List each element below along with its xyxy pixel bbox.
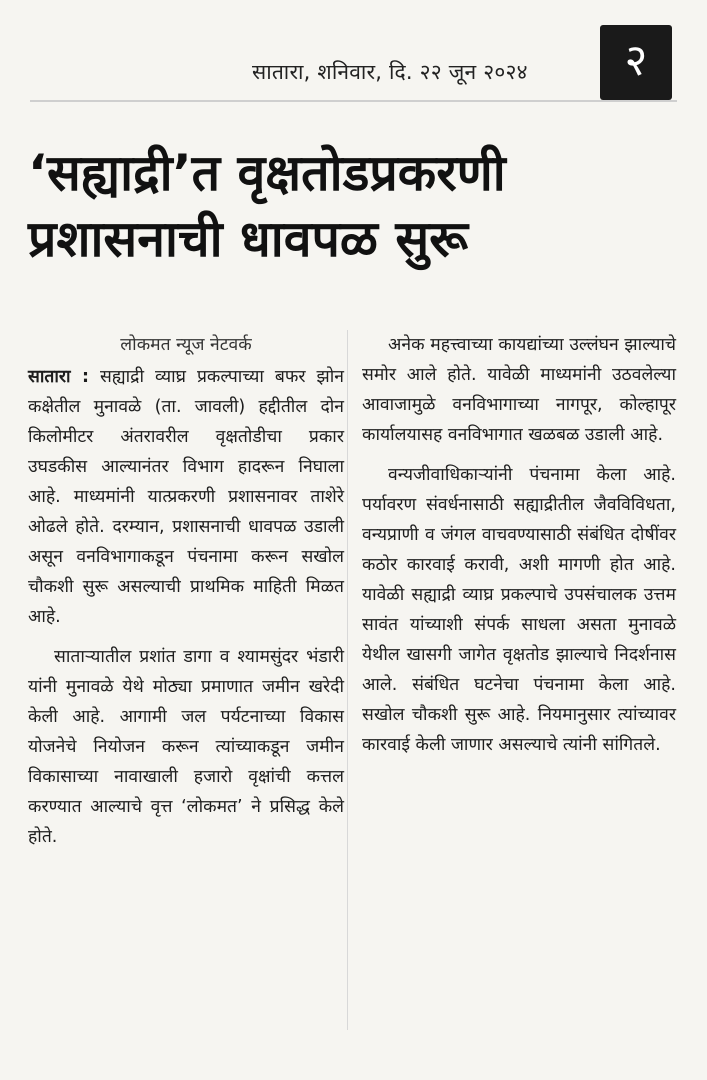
dateline: सातारा, शनिवार, दि. २२ जून २०२४ [252, 60, 528, 84]
column-divider [347, 330, 348, 1030]
paragraph-2: साताऱ्यातील प्रशांत डागा व श्यामसुंदर भंडारी यांनी मुनावळे येथे मोठ्या प्रमाणात जमीन खरेदी केली आहे. आगामी जल पर्यटनाच्या विकास योजनेचे नियोजन करून त्यांच्याकडून जमीन विकासाच्या नावाखाली हजारो वृक्षांची कत्तल करण्यात आल्याचे वृत्त ‘लोकमत’ ने प्रसिद्ध केले होते. [28, 647, 344, 847]
paragraph-3: अनेक महत्त्वाच्या कायद्यांच्या उल्लंघन झाल्याचे समोर आले होते. यावेळी माध्यमांनी उठवलेल्या आवाजामुळे वनविभागाच्या नागपूर, कोल्हापूर कार्यालयासह वनविभागात खळबळ उडाली आहे. [362, 335, 676, 445]
paragraph-4: वन्यजीवाधिकाऱ्यांनी पंचनामा केला आहे. पर्यावरण संवर्धनासाठी सह्याद्रीतील जैवविविधता, वन्यप्राणी व जंगल वाचवण्यासाठी संबंधित दोषींवर कठोर कारवाई करावी, अशी मागणी होत आहे. यावेळी सह्याद्री व्याघ्र प्रकल्पाचे उपसंचालक उत्तम सावंत यांच्याशी संपर्क साधला असता मुनावळे येथील खासगी जागेत वृक्षतोड झाल्याचे निदर्शनास आले. संबंधित घटनेचा पंचनामा केला आहे. सखोल चौकशी सुरू आहे. नियमानुसार त्यांच्यावर कारवाई केली जाणार असल्याचे त्यांनी सांगितले. [362, 465, 676, 755]
article-column-right [362, 330, 676, 770]
headline-line-2: प्रशासनाची धावपळ सुरू [28, 210, 468, 268]
article-column-left [28, 330, 344, 862]
headline-line-1: ‘सह्याद्री’त वृक्षतोडप्रकरणी [28, 144, 506, 202]
page-number-box: २ [600, 25, 672, 100]
paragraph-1 [28, 362, 344, 632]
byline: लोकमत न्यूज नेटवर्क [120, 335, 252, 355]
top-rule [30, 100, 677, 102]
paragraph-1-text: सह्याद्री व्याघ्र प्रकल्पाच्या बफर झोन कक्षेतील मुनावळे (ता. जावली) हद्दीतील दोन किलोमीटर अंतरावरील वृक्षतोडीचा प्रकार उघडकीस आल्यानंतर विभाग हादरून निघाला आहे. माध्यमांनी यात्प्रकरणी प्रशासनावर ताशेरे ओढले होते. दरम्यान, प्रशासनाची धावपळ उडाली असून वनविभागाकडून पंचनामा करून सखोल चौकशी सुरू असल्याची प्राथमिक माहिती मिळत आहे. [28, 367, 344, 627]
place-label: सातारा : [28, 367, 90, 387]
headline [28, 140, 678, 272]
